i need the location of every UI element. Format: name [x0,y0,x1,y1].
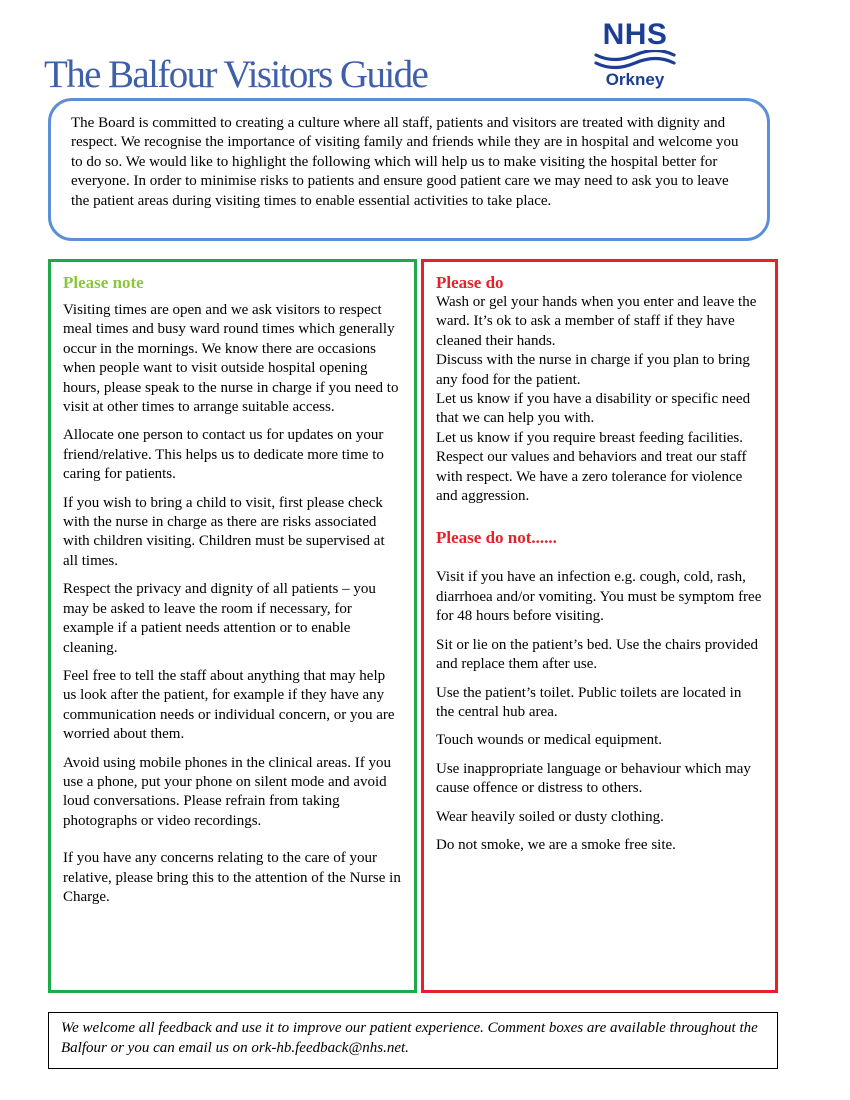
do-not-item: Use inappropriate language or behaviour which may cause offence or distress to others. [436,760,751,797]
please-do-panel [421,259,778,993]
note-paragraph: Allocate one person to contact us for updates on your friend/relative. This helps us to dedicate more time to caring for patients. [63,427,384,483]
do-not-item: Do not smoke, we are a smoke free site. [436,836,676,853]
intro-box [48,98,770,241]
do-item: Wash or gel your hands when you enter and leave the ward. It’s ok to ask a member of staff if they have cleaned their hands. [436,294,757,349]
note-paragraph: Visiting times are open and we ask visitors to respect meal times and busy ward round times which generally occur in the mornings. We know there are occasions when people want to visit outside hospital opening hours, please speak to the nurse in charge if you need to visit at other times to arrange suitable access. [63,302,399,416]
intro-text: The Board is committed to creating a culture where all staff, patients and visitors are treated with dignity and respect. We recognise the importance of visiting family and friends while they are in hospital and welcome you to do so. We would like to highlight the following which will help us to make visiting the hospital better for everyone. In order to minimise risks to patients and ensure good patient care we may need to ask you to leave the patient areas during visiting times to enable essential activities to take place. [71,115,739,209]
please-do-heading: Please do [436,273,504,292]
please-do-not-heading: Please do not...... [436,528,557,548]
note-paragraph: Avoid using mobile phones in the clinical areas. If you use a phone, put your phone on silent mode and avoid loud conversations. Please refrain from taking photographs or video recordings. [63,754,391,829]
feedback-text: We welcome all feedback and use it to improve our patient experience. Comment boxes are available throughout the Balfour or you can email us on ork-hb.feedback@nhs.net. [61,1020,758,1056]
page-title: The Balfour Visitors Guide [44,53,428,96]
wave-icon [592,50,678,70]
note-paragraph: If you have any concerns relating to the care of your relative, please bring this to the attention of the Nurse in Charge. [63,850,401,905]
note-paragraph: Respect the privacy and dignity of all patients – you may be asked to leave the room if necessary, for example if a patient needs attention or to enable cleaning. [63,581,376,656]
note-paragraph: Feel free to tell the staff about anything that may help us look after the patient, for example if they have any communication needs or individual concern, or you are worried about them. [63,667,395,743]
feedback-footer [48,1012,778,1069]
please-note-panel [48,259,417,993]
do-item: Let us know if you have a disability or specific need that we can help you with. [436,391,751,427]
do-not-item: Visit if you have an infection e.g. cough, cold, rash, diarrhoea and/or vomiting. You must be symptom free for 48 hours before visiting. [436,569,762,625]
do-not-item: Touch wounds or medical equipment. [436,732,662,749]
do-item: Let us know if you require breast feeding facilities. [436,429,743,446]
do-item: Discuss with the nurse in charge if you plan to bring any food for the patient. [436,352,750,388]
do-not-item: Use the patient’s toilet. Public toilets are located in the central hub area. [436,684,742,720]
do-not-item: Sit or lie on the patient’s bed. Use the chairs provided and replace them after use. [436,636,759,673]
logo-nhs-text: NHS [602,18,668,51]
please-note-heading: Please note [63,273,144,292]
note-paragraph: If you wish to bring a child to visit, first please check with the nurse in charge as there are risks associated with children visiting. Children must be supervised at all times. [63,494,385,569]
logo-org-text: Orkney [605,70,665,89]
do-not-item: Wear heavily soiled or dusty clothing. [436,808,664,825]
do-item: Respect our values and behaviors and treat our staff with respect. We have a zero tolerance for violence and aggression. [436,449,747,505]
nhs-orkney-logo [586,20,684,92]
